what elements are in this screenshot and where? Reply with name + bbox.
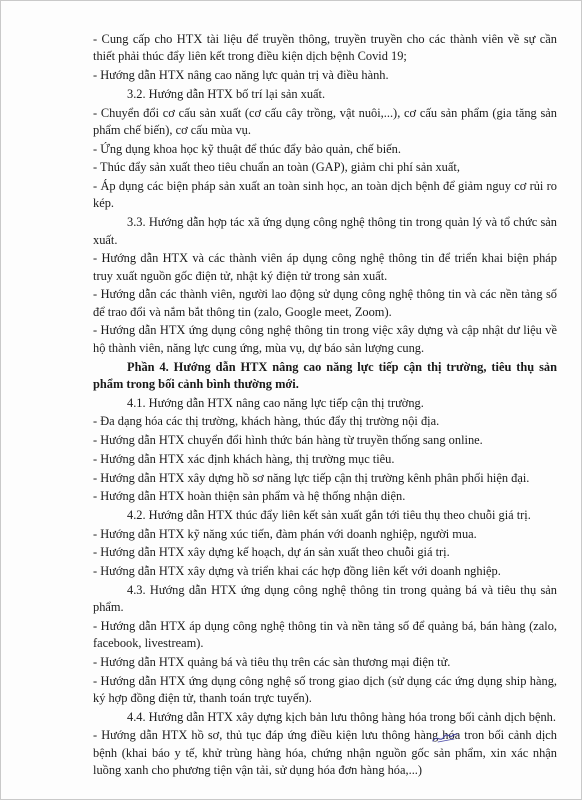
paragraph-7: - Áp dụng các biện pháp sản xuất an toàn sinh học, an toàn dịch bệnh để giảm nguy cơ rủi ro kép. [93, 179, 557, 211]
paragraph-5: - Ứng dụng khoa học kỹ thuật để thúc đẩy bảo quản, chế biến. [93, 141, 401, 156]
paragraph-25: - Hướng dẫn HTX quảng bá và tiêu thụ trên các sàn thương mại điện tử. [93, 654, 451, 669]
section-heading-3-2: 3.2. Hướng dẫn HTX bố trí lại sản xuất. [127, 86, 326, 101]
section-heading-4-1: 4.1. Hướng dẫn HTX nâng cao năng lực tiếp cận thị trường. [127, 395, 424, 410]
section-heading-4-3: 4.3. Hướng dẫn HTX ứng dụng công nghệ thông tin trong quảng bá và tiêu thụ sản phẩm. [93, 582, 557, 615]
paragraph-24: - Hướng dẫn HTX áp dụng công nghệ thông tin và nền tảng số để quảng bá, bán hàng (zalo, facebook, livestream). [93, 618, 557, 651]
paragraph-22: - Hướng dẫn HTX xây dựng và triển khai các hợp đồng liên kết với doanh nghiệp. [93, 564, 501, 579]
paragraph-20: - Hướng dẫn HTX kỹ năng xúc tiến, đàm phán với doanh nghiệp, người mua. [93, 526, 477, 541]
paragraph-26: - Hướng dẫn HTX ứng dụng công nghệ số trong giao dịch (sử dụng các ứng dụng ship hàng, ký hợp đồng điện tử, thanh toán trực tuyến). [93, 673, 557, 706]
paragraph-9: - Hướng dẫn HTX và các thành viên áp dụng công nghệ thông tin để triển khai biện pháp truy xuất nguồn gốc điện tử, nhật ký điện tử trong sản xuất. [93, 251, 557, 283]
paragraph-16: - Hướng dẫn HTX xác định khách hàng, thị trường mục tiêu. [93, 451, 395, 466]
paragraph-14: - Đa dạng hóa các thị trường, khách hàng, thúc đẩy thị trường nội địa. [93, 414, 440, 429]
signature-mark [432, 731, 458, 745]
paragraph-15: - Hướng dẫn HTX chuyển đổi hình thức bán hàng từ truyền thống sang online. [93, 433, 483, 448]
paragraph-4: - Chuyển đổi cơ cấu sản xuất (cơ cấu cây trồng, vật nuôi,...), cơ cấu sản phẩm (gia tăng sản phẩm chế biến), cơ cấu mùa vụ. [93, 105, 557, 137]
paragraph-2: - Hướng dẫn HTX nâng cao năng lực quản trị và điều hành. [93, 68, 389, 83]
section-heading-3-3: 3.3. Hướng dẫn hợp tác xã ứng dụng công nghệ thông tin trong quản lý và tổ chức sản xuất. [93, 215, 557, 247]
paragraph-18: - Hướng dẫn HTX hoàn thiện sản phẩm và hệ thống nhận diện. [93, 489, 406, 504]
paragraph-17: - Hướng dẫn HTX xây dựng hồ sơ năng lực tiếp cận thị trường kênh phân phối hiện đại. [93, 470, 530, 485]
document-body [93, 31, 557, 781]
paragraph-6: - Thúc đẩy sản xuất theo tiêu chuẩn an toàn (GAP), giảm chi phí sản xuất, [93, 160, 460, 175]
section-heading-4-4: 4.4. Hướng dẫn HTX xây dựng kịch bản lưu thông hàng hóa trong bối cảnh dịch bệnh. [127, 709, 556, 724]
part-4-heading: Phần 4. Hướng dẫn HTX nâng cao năng lực tiếp cận thị trường, tiêu thụ sản phẩm trong bối cảnh bình thường mới. [93, 359, 557, 391]
paragraph-21: - Hướng dẫn HTX xây dựng kế hoạch, dự án sản xuất theo chuỗi giá trị. [93, 545, 450, 560]
paragraph-1: - Cung cấp cho HTX tài liệu để truyền thông, truyền truyền cho các thành viên về sự cần thiết phải thúc đẩy liên kết trong điều kiện dịch bệnh Covid 19; [93, 32, 557, 64]
section-heading-4-2: 4.2. Hướng dẫn HTX thúc đẩy liên kết sản xuất gắn tới tiêu thụ theo chuỗi giá trị. [127, 507, 531, 522]
paragraph-10: - Hướng dẫn các thành viên, người lao động sử dụng công nghệ thông tin và các nền tảng số để trao đổi và nắm bắt thông tin (zalo, Google meet, Zoom). [93, 287, 557, 319]
paragraph-28: - Hướng dẫn HTX hồ sơ, thủ tục đáp ứng điều kiện lưu thông hàng hóa tron bối cảnh dịch bệnh (khai báo y tế, khử trùng hàng hóa, chứng nhận nguồn gốc sản phẩm, xin xác nhận luồng xanh cho phương tiện vận tải, sử dụng hóa đơn hàng hóa,...) [93, 728, 557, 778]
paragraph-11: - Hướng dẫn HTX ứng dụng công nghệ thông tin trong việc xây dựng và cập nhật dư liệu về hộ thành viên, năng lực cung ứng, mùa vụ, dự báo sản lượng cung. [93, 323, 557, 355]
